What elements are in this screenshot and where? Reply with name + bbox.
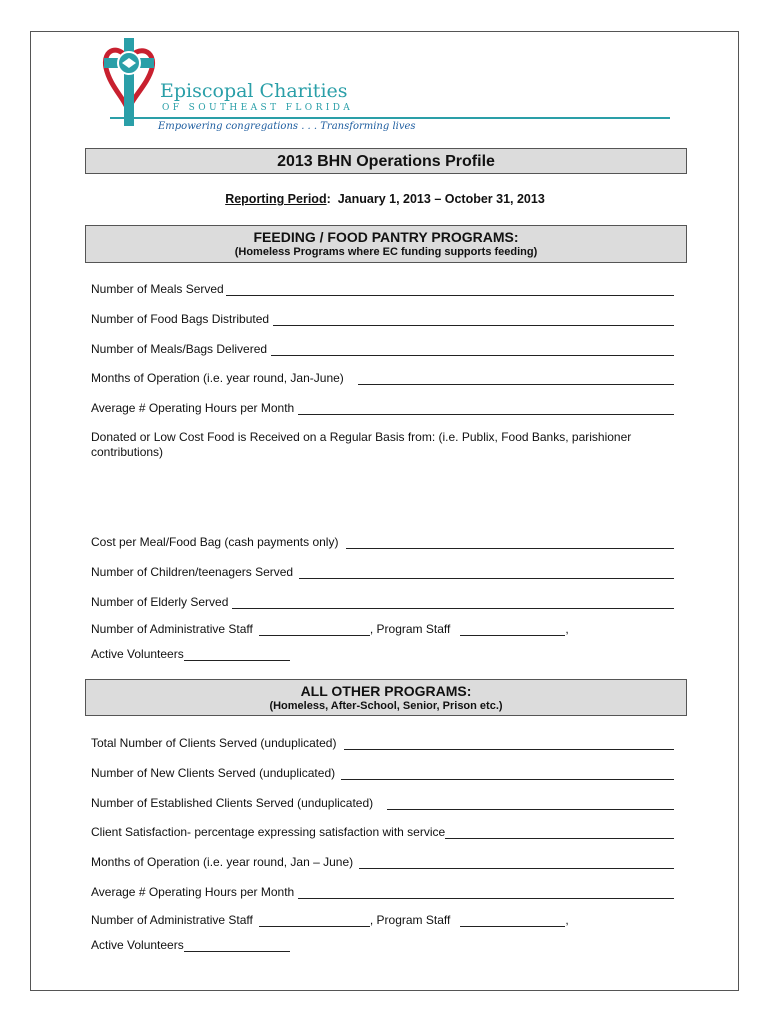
feeding-program-label: , Program Staff [369,622,451,636]
other-staff-comma: , [565,913,569,927]
feeding-volunteers-label: Active Volunteers [91,647,184,661]
org-subtitle: OF SOUTHEAST FLORIDA [162,103,354,113]
feeding-hours-label: Average # Operating Hours per Month [91,401,295,415]
reporting-period-value: January 1, 2013 – October 31, 2013 [337,192,545,206]
other-subheading: (Homeless, After-School, Senior, Prison etc.) [269,700,503,712]
other-volunteers-row [91,938,290,952]
elderly-row [91,593,674,609]
food-bags-row [91,310,674,326]
children-label: Number of Children/teenagers Served [91,565,294,579]
feeding-volunteers-field[interactable] [184,648,290,661]
meals-served-label: Number of Meals Served [91,282,224,296]
other-hours-field[interactable] [298,886,674,899]
new-clients-field[interactable] [341,767,674,780]
reporting-period-label: Reporting Period [225,192,327,206]
feeding-months-field[interactable] [358,372,674,385]
org-tagline: Empowering congregations . . . Transforming lives [158,121,416,132]
children-row [91,563,674,579]
other-staff-row [91,913,569,927]
total-clients-label: Total Number of Clients Served (unduplicated) [91,736,337,750]
established-clients-label: Number of Established Clients Served (unduplicated) [91,796,374,810]
total-clients-field[interactable] [344,737,674,750]
cost-field[interactable] [346,536,674,549]
logo-underline [110,117,670,119]
donated-food-prompt: Donated or Low Cost Food is Received on a Regular Basis from: (i.e. Publix, Food Banks, parishioner contributions) [91,430,632,459]
other-program-label: , Program Staff [369,913,451,927]
other-section-header [85,679,687,716]
delivered-row [91,340,674,356]
meals-served-row [91,280,674,296]
feeding-subheading: (Homeless Programs where EC funding supports feeding) [234,246,538,258]
form-page-border [30,31,739,991]
feeding-section-header [85,225,687,263]
food-bags-label: Number of Food Bags Distributed [91,312,270,326]
satisfaction-label: Client Satisfaction- percentage expressing satisfaction with service [91,825,446,839]
cost-label: Cost per Meal/Food Bag (cash payments only) [91,535,339,549]
meals-served-field[interactable] [226,283,674,296]
feeding-staff-comma: , [565,622,569,636]
elderly-field[interactable] [232,596,674,609]
other-admin-label: Number of Administrative Staff [91,913,253,927]
new-clients-label: Number of New Clients Served (unduplicated) [91,766,336,780]
reporting-period-sep: : [326,192,331,206]
other-volunteers-label: Active Volunteers [91,938,184,952]
delivered-field[interactable] [271,343,674,356]
new-clients-row [91,764,674,780]
other-heading: ALL OTHER PROGRAMS: [300,683,472,699]
other-admin-field[interactable] [259,914,370,927]
food-bags-field[interactable] [273,313,674,326]
feeding-months-label: Months of Operation (i.e. year round, Jan-June) [91,371,344,385]
children-field[interactable] [299,566,674,579]
delivered-label: Number of Meals/Bags Delivered [91,342,268,356]
feeding-volunteers-row [91,647,290,661]
feeding-hours-row [91,399,674,415]
feeding-staff-row [91,622,569,636]
feeding-hours-field[interactable] [298,402,674,415]
org-name: Episcopal Charities [160,80,348,102]
other-program-field[interactable] [460,914,565,927]
established-clients-row [91,794,674,810]
cost-row [91,533,674,549]
other-hours-label: Average # Operating Hours per Month [91,885,295,899]
other-months-field[interactable] [359,856,674,869]
elderly-label: Number of Elderly Served [91,595,229,609]
total-clients-row [91,734,674,750]
reporting-period [0,192,770,206]
established-clients-field[interactable] [387,797,674,810]
feeding-program-field[interactable] [460,623,565,636]
other-months-label: Months of Operation (i.e. year round, Jan – June) [91,855,354,869]
feeding-admin-field[interactable] [259,623,370,636]
satisfaction-row [91,823,674,839]
satisfaction-field[interactable] [445,826,674,839]
feeding-admin-label: Number of Administrative Staff [91,622,253,636]
other-volunteers-field[interactable] [184,939,290,952]
other-months-row [91,853,674,869]
page-title: 2013 BHN Operations Profile [85,148,687,174]
other-hours-row [91,883,674,899]
feeding-months-row [91,369,674,385]
feeding-heading: FEEDING / FOOD PANTRY PROGRAMS: [253,229,519,245]
